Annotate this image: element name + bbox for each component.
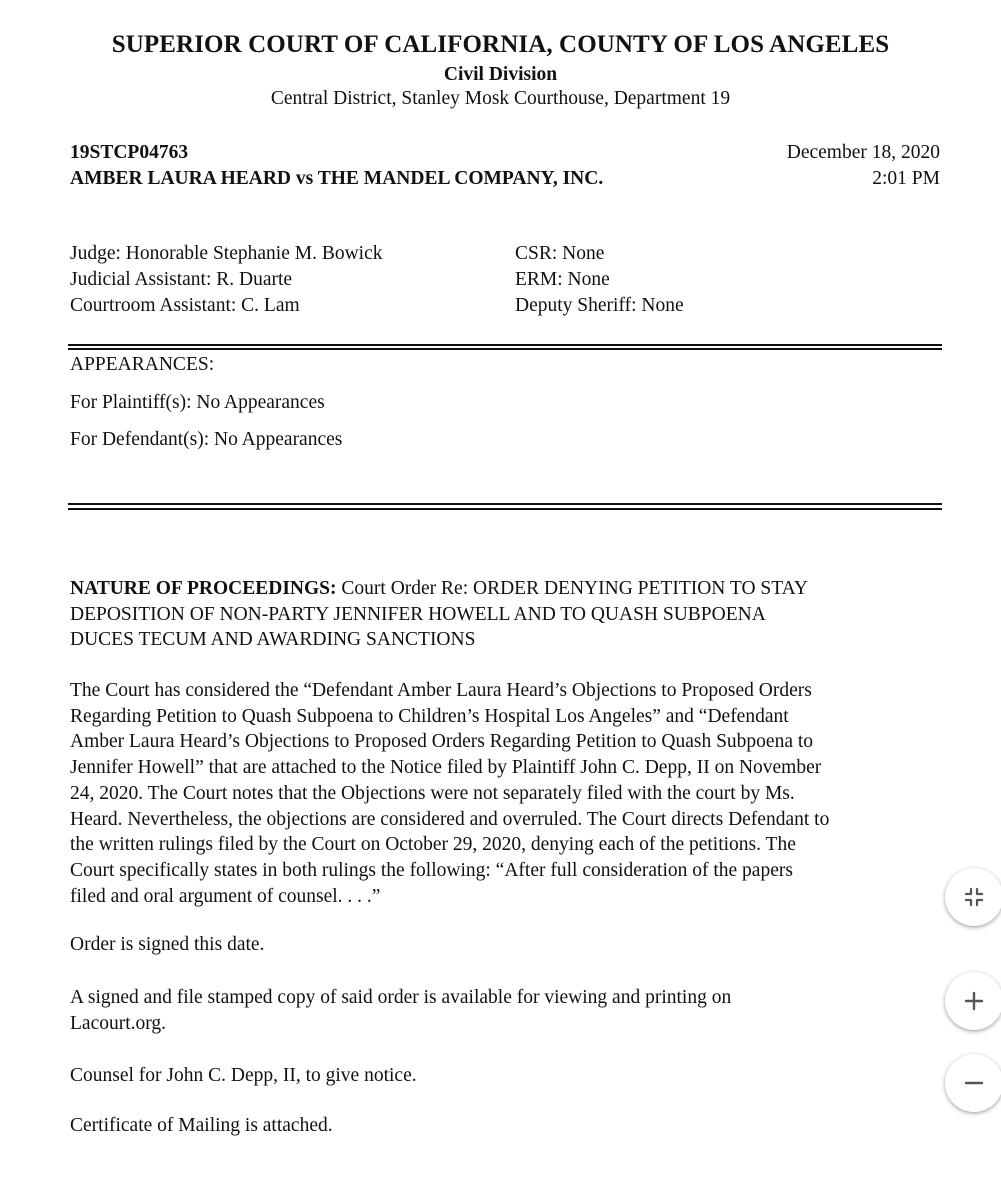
case-title: AMBER LAURA HEARD vs THE MANDEL COMPANY, INC.	[70, 168, 604, 189]
zoom-in-button[interactable]	[945, 972, 1001, 1030]
erm-line: ERM: None	[515, 269, 610, 290]
judge-line: Judge: Honorable Stephanie M. Bowick	[70, 243, 383, 264]
ruling-line: The Court has considered the “Defendant Amber Laura Heard’s Objections to Proposed Orders	[70, 680, 812, 701]
notice-line: Counsel for John C. Depp, II, to give notice.	[70, 1065, 417, 1086]
plaintiff-appearance: For Plaintiff(s): No Appearances	[70, 392, 325, 413]
minus-icon	[963, 1072, 985, 1094]
ruling-line: Amber Laura Heard’s Objections to Proposed Orders Regarding Petition to Quash Subpoena to	[70, 731, 814, 753]
order-signed: Order is signed this date.	[70, 934, 265, 955]
divider-bottom-2	[68, 508, 942, 510]
zoom-out-button[interactable]	[945, 1054, 1001, 1112]
proceedings-text-1: Court Order Re: ORDER DENYING PETITION TO STAY	[336, 578, 808, 599]
defendant-appearance: For Defendant(s): No Appearances	[70, 429, 343, 450]
division-name: Civil Division	[443, 64, 558, 85]
fit-to-page-button[interactable]	[945, 868, 1001, 926]
ruling-line: filed and oral argument of counsel. . . .”	[70, 885, 381, 907]
case-date: December 18, 2020	[786, 142, 940, 163]
ruling-line: 24, 2020. The Court notes that the Objections were not separately filed with the court by Ms.	[70, 782, 795, 804]
appearances-heading: APPEARANCES:	[70, 354, 215, 375]
courtroom-assistant-line: Courtroom Assistant: C. Lam	[70, 295, 300, 316]
ruling-line: Jennifer Howell” that are attached to the Notice filed by Plaintiff John C. Depp, II on November	[70, 757, 822, 779]
copy-line-2: Lacourt.org.	[70, 1012, 167, 1034]
divider-bottom-1	[68, 503, 942, 505]
ruling-paragraph	[70, 678, 950, 909]
copy-availability	[70, 985, 950, 1036]
divider-top-1	[68, 344, 942, 346]
proceedings-text-2: DEPOSITION OF NON-PARTY JENNIFER HOWELL AND TO QUASH SUBPOENA	[70, 603, 766, 625]
csr-line: CSR: None	[515, 243, 605, 264]
proceedings-text-3: DUCES TECUM AND AWARDING SANCTIONS	[70, 629, 476, 651]
nature-of-proceedings	[70, 576, 950, 653]
court-title: SUPERIOR COURT OF CALIFORNIA, COUNTY OF LOS ANGELES	[111, 31, 890, 58]
divider-top-2	[68, 348, 942, 350]
fit-to-page-icon	[963, 886, 985, 908]
proceedings-label: NATURE OF PROCEEDINGS:	[70, 578, 337, 599]
judicial-assistant-line: Judicial Assistant: R. Duarte	[70, 269, 293, 290]
deputy-sheriff-line: Deputy Sheriff: None	[515, 295, 684, 316]
ruling-line: Regarding Petition to Quash Subpoena to Children’s Hospital Los Angeles” and “Defendant	[70, 705, 789, 727]
case-number: 19STCP04763	[70, 142, 189, 163]
ruling-line: Court specifically states in both rulings the following: “After full consideration of the papers	[70, 859, 793, 881]
copy-line-1: A signed and file stamped copy of said order is available for viewing and printing on	[70, 987, 732, 1008]
plus-icon	[963, 990, 985, 1012]
district-line: Central District, Stanley Mosk Courthouse, Department 19	[270, 88, 731, 109]
ruling-line: the written rulings filed by the Court on October 29, 2020, denying each of the petitions. The	[70, 834, 796, 856]
ruling-line: Heard. Nevertheless, the objections are considered and overruled. The Court directs Defendant to	[70, 808, 830, 830]
certificate-line: Certificate of Mailing is attached.	[70, 1115, 333, 1136]
case-time: 2:01 PM	[872, 168, 940, 189]
